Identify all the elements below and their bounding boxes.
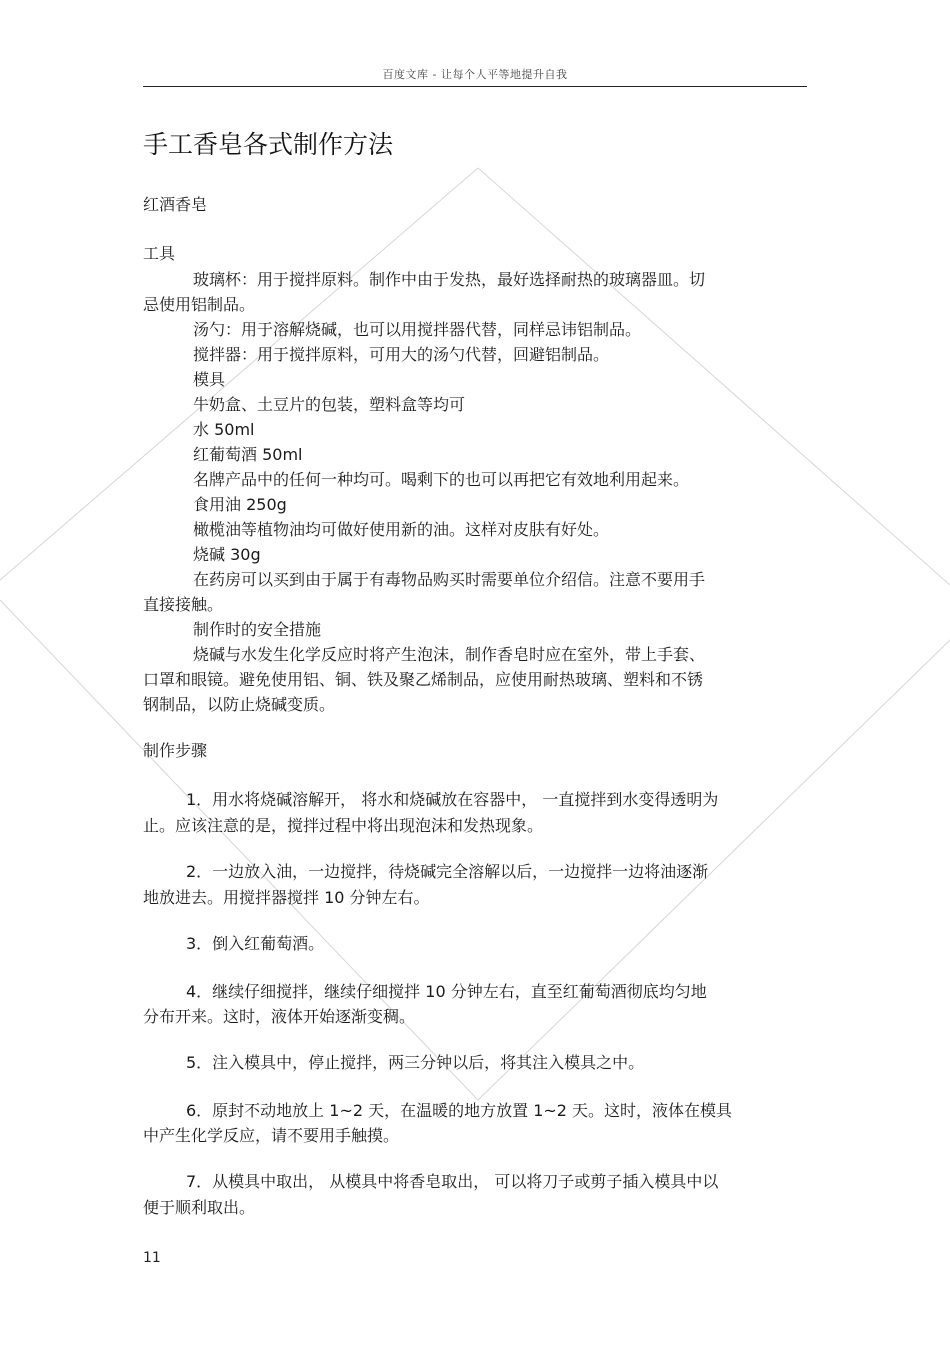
safety-text: 烧碱与水发生化学反应时将产生泡沫，制作香皂时应在室外，带上手套、	[193, 645, 706, 664]
tool-spoon: 汤勺：用于溶解烧碱，也可以用搅拌器代替，同样忌讳铝制品。	[193, 320, 642, 339]
step-7-cont: 便于顺利取出。	[143, 1198, 256, 1217]
page-header: 百度文库 - 让每个人平等地提升自我	[382, 68, 568, 81]
safety-text-cont: 口罩和眼镜。避免使用铝、铜、铁及聚乙烯制品，应使用耐热玻璃、塑料和不锈	[143, 670, 704, 689]
safety-heading: 制作时的安全措施	[193, 620, 322, 639]
tool-glass-cup-cont: 忌使用铝制品。	[143, 295, 256, 314]
ingredient-wine: 红葡萄酒 50ml	[193, 445, 303, 464]
ingredient-water: 水 50ml	[193, 420, 255, 439]
header-divider	[143, 86, 807, 87]
safety-text-end: 钢制品，以防止烧碱变质。	[143, 695, 336, 714]
step-6-cont: 中产生化学反应，请不要用手触摸。	[143, 1126, 400, 1145]
step-2-cont: 地放进去。用搅拌器搅拌 10 分钟左右。	[143, 888, 430, 907]
steps-heading: 制作步骤	[143, 741, 208, 760]
page-number: 11	[143, 1250, 161, 1266]
tool-glass-cup: 玻璃杯：用于搅拌原料。制作中由于发热，最好选择耐热的玻璃器皿。切	[193, 270, 706, 289]
step-1: 1．用水将烧碱溶解开， 将水和烧碱放在容器中， 一直搅拌到水变得透明为	[186, 790, 719, 809]
document-title: 手工香皂各式制作方法	[143, 130, 394, 159]
ingredient-lye: 烧碱 30g	[193, 545, 261, 564]
step-3: 3．倒入红葡萄酒。	[186, 934, 325, 953]
step-6: 6．原封不动地放上 1~2 天，在温暖的地方放置 1~2 天。这时，液体在模具	[186, 1101, 733, 1120]
ingredient-oil: 食用油 250g	[193, 495, 287, 514]
tools-heading: 工具	[143, 244, 176, 263]
tool-mold: 模具	[193, 370, 226, 389]
step-4: 4．继续仔细搅拌，继续仔细搅拌 10 分钟左右，直至红葡萄酒彻底均匀地	[186, 982, 707, 1001]
tool-mixer: 搅拌器：用于搅拌原料，可用大的汤勺代替，回避铝制品。	[193, 345, 610, 364]
step-5: 5．注入模具中，停止搅拌，两三分钟以后，将其注入模具之中。	[186, 1053, 645, 1072]
section-title: 红酒香皂	[143, 195, 208, 214]
step-4-cont: 分布开来。这时，液体开始逐渐变稠。	[143, 1007, 416, 1026]
step-2: 2．一边放入油，一边搅拌，待烧碱完全溶解以后，一边搅拌一边将油逐渐	[186, 862, 709, 881]
ingredient-lye-desc: 在药房可以买到由于属于有毒物品购买时需要单位介绍信。注意不要用手	[193, 570, 706, 589]
step-1-cont: 止。应该注意的是，搅拌过程中将出现泡沫和发热现象。	[143, 816, 544, 835]
ingredient-oil-desc: 橄榄油等植物油均可做好使用新的油。这样对皮肤有好处。	[193, 520, 610, 539]
tool-mold-desc: 牛奶盒、土豆片的包装，塑料盒等均可	[193, 395, 466, 414]
step-7: 7．从模具中取出， 从模具中将香皂取出， 可以将刀子或剪子插入模具中以	[186, 1172, 719, 1191]
ingredient-wine-desc: 名牌产品中的任何一种均可。喝剩下的也可以再把它有效地利用起来。	[193, 470, 690, 489]
ingredient-lye-desc-cont: 直接接触。	[143, 595, 224, 614]
